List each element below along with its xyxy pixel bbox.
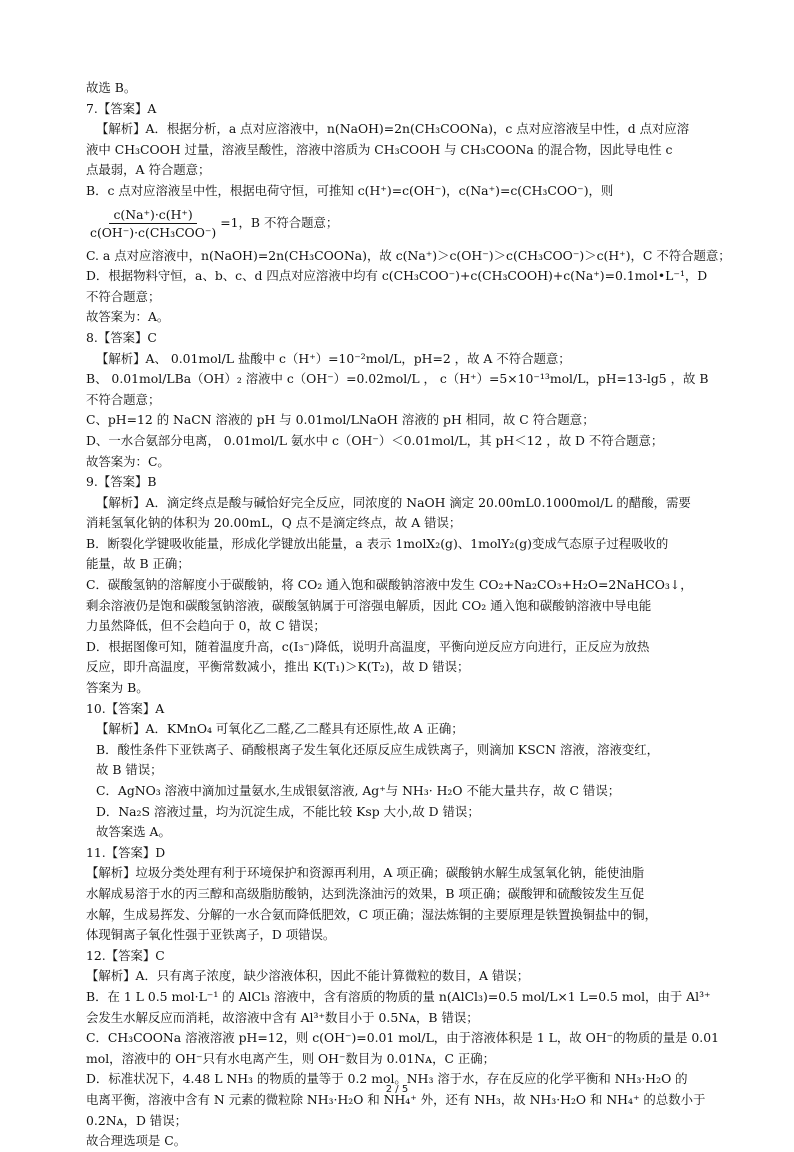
text-line: 水解，生成易挥发、分解的一水合氨而降低肥效，C 项正确；湿法炼铜的主要原理是铁置换铜盐中的铜， (86, 906, 657, 922)
text-line: 【解析】A．根据分析，a 点对应溶液中，n(NaOH)=2n(CH₃COONa)，c 点对应溶液呈中性，d 点对应溶 (96, 121, 690, 137)
text-line: 反应，即升高温度，平衡常数减小，推出 K(T₁)＞K(T₂)，故 D 错误； (86, 659, 470, 675)
text-line: 答案为 B。 (86, 680, 149, 696)
text-line: 剩余溶液仍是饱和碳酸氢钠溶液，碳酸氢钠属于可溶强电解质，因此 CO₂ 通入饱和碳酸钠溶液中导电能 (86, 597, 652, 613)
text-line: 【解析】A．滴定终点是酸与碱恰好完全反应，同浓度的 NaOH 滴定 20.00mL0.1000mol/L 的醋酸，需要 (96, 494, 691, 510)
text-line: B、 0.01mol/LBa（OH）₂ 溶液中 c（OH⁻）=0.02mol/L ， c（H⁺）=5×10⁻¹³mol/L，pH=13-lg5 ，故 B (86, 371, 709, 387)
text-line: B．c 点对应溶液呈中性，根据电荷守恒，可推知 c(H⁺)=c(OH⁻)，c(Na⁺)=c(CH₃COO⁻)，则 (86, 182, 614, 198)
page-number: 2 / 5 (385, 1084, 409, 1095)
text-line: 故合理选项是 C。 (86, 1133, 187, 1149)
text-line: 消耗氢氧化钠的体积为 20.00mL，Q 点不是滴定终点，故 A 错误； (86, 515, 462, 531)
text-line: 电离平衡，溶液中含有 N 元素的微粒除 NH₃·H₂O 和 NH₄⁺ 外，还有 NH₃，故 NH₃·H₂O 和 NH₄⁺ 的总数小于 (86, 1091, 706, 1107)
text-line: 会发生水解反应而消耗，故溶液中含有 Al³⁺数目小于 0.5Nᴀ，B 错误； (86, 1009, 479, 1025)
text-line: 体现铜离子氧化性强于亚铁离子，D 项错误。 (86, 927, 336, 943)
text-line: 【解析】垃圾分类处理有利于环境保护和资源再利用，A 项正确；碳酸钠水解生成氢氧化钠，能使油脂 (86, 865, 645, 881)
fraction-suffix: =1，B 不符合题意； (220, 215, 339, 231)
text-line: 0.2Nᴀ，D 错误； (86, 1112, 187, 1128)
text-line: 7.【答案】A (86, 100, 157, 116)
fraction-line (86, 202, 726, 246)
text-line: D．Na₂S 溶液过量，均为沉淀生成，不能比较 Ksp 大小,故 D 错误； (96, 803, 480, 819)
text-line: B．酸性条件下亚铁离子、硝酸根离子发生氧化还原反应生成铁离子，则滴加 KSCN 溶液，溶液变红， (96, 741, 660, 757)
text-line: 8.【答案】C (86, 329, 157, 345)
text-line: 【解析】A、 0.01mol/L 盐酸中 c（H⁺）=10⁻²mol/L，pH=2 ，故 A 不符合题意； (96, 350, 571, 366)
text-line: C、pH=12 的 NaCN 溶液的 pH 与 0.01mol/LNaOH 溶液的 pH 相同，故 C 符合题意； (86, 412, 595, 428)
text-line: 点最弱，A 符合题意； (86, 162, 211, 178)
text-line: 不符合题意； (86, 391, 161, 407)
text-line: C. a 点对应溶液中，n(NaOH)=2n(CH₃COONa)，故 c(Na⁺)＞c(OH⁻)＞c(CH₃COO⁻)＞c(H⁺)，C 不符合题意； (86, 247, 731, 263)
text-line: 水解成易溶于水的丙三醇和高级脂肪酸钠，达到洗涤油污的效果，B 项正确；碳酸钾和硫酸铵发生互促 (86, 885, 645, 901)
text-line: 【解析】A．只有离子浓度，缺少溶液体积，因此不能计算微粒的数目，A 错误； (86, 968, 530, 984)
text-line: C．AgNO₃ 溶液中滴加过量氨水,生成银氨溶液, Ag⁺与 NH₃· H₂O 不能大量共存，故 C 错误； (96, 783, 621, 798)
text-line: 故答案为：C。 (86, 453, 170, 469)
text-line: 9.【答案】B (86, 474, 157, 490)
text-line: 故答案选 A。 (96, 824, 171, 840)
text-line: 【解析】A．KMnO₄ 可氧化乙二醛,乙二醛具有还原性,故 A 正确； (96, 721, 464, 737)
text-line: 10.【答案】A (86, 700, 165, 716)
text-line: C．CH₃COONa 溶液溶液 pH=12，则 c(OH⁻)=0.01 mol/L，由于溶液体积是 1 L，故 OH⁻的物质的量是 0.01 (86, 1030, 719, 1046)
text-line: D．根据图像可知，随着温度升高，c(I₃⁻)降低，说明升高温度，平衡向逆反应方向进行，正反应为放热 (86, 638, 650, 654)
fraction-denominator: c(OH⁻)·c(CH₃COO⁻) (90, 225, 217, 241)
text-line: C．碳酸氢钠的溶解度小于碳酸钠，将 CO₂ 通入饱和碳酸钠溶液中发生 CO₂+Na₂CO₃+H₂O=2NaHCO₃↓， (86, 577, 693, 593)
text-line: mol，溶液中的 OH⁻只有水电离产生，则 OH⁻数目为 0.01Nᴀ，C 正确； (86, 1050, 496, 1066)
text-line: D、一水合氨部分电离， 0.01mol/L 氨水中 c（OH⁻）＜0.01mol/L，其 pH＜12 ，故 D 不符合题意； (86, 432, 664, 448)
text-line: 液中 CH₃COOH 过量，溶液呈酸性，溶液中溶质为 CH₃COOH 与 CH₃COONa 的混合物，因此导电性 c (86, 141, 673, 157)
document-body (86, 78, 731, 1152)
text-line: D．根据物料守恒，a、b、c、d 四点对应溶液中均有 c(CH₃COO⁻)+c(CH₃COOH)+c(Na⁺)=0.1mol•L⁻¹，D (86, 268, 708, 284)
text-line: 故选 B。 (86, 80, 137, 95)
text-line: B．断裂化学键吸收能量，形成化学键放出能量，a 表示 1molX₂(g)、1molY₂(g)变成气态原子过程吸收的 (86, 535, 669, 551)
text-line: B．在 1 L 0.5 mol·L⁻¹ 的 AlCl₃ 溶液中，含有溶质的物质的量 n(AlCl₃)=0.5 mol/L×1 L=0.5 mol，由于 Al³⁺ (86, 988, 711, 1004)
text-line: 力虽然降低，但不会趋向于 0，故 C 错误； (86, 618, 326, 634)
text-line: 故答案为：A。 (86, 309, 170, 325)
text-line: 12.【答案】C (86, 947, 165, 963)
text-line: 能量，故 B 正确； (86, 556, 190, 572)
text-line: D．标准状况下，4.48 L NH₃ 的物质的量等于 0.2 mol。NH₃ 溶于水，存在反应的化学平衡和 NH₃·H₂O 的 (86, 1071, 688, 1087)
text-line: 11.【答案】D (86, 844, 166, 860)
fraction-numerator: c(Na⁺)·c(H⁺) (109, 206, 196, 224)
text-line: 不符合题意； (86, 288, 161, 304)
fraction (86, 206, 220, 241)
text-line: 故 B 错误； (96, 762, 163, 778)
